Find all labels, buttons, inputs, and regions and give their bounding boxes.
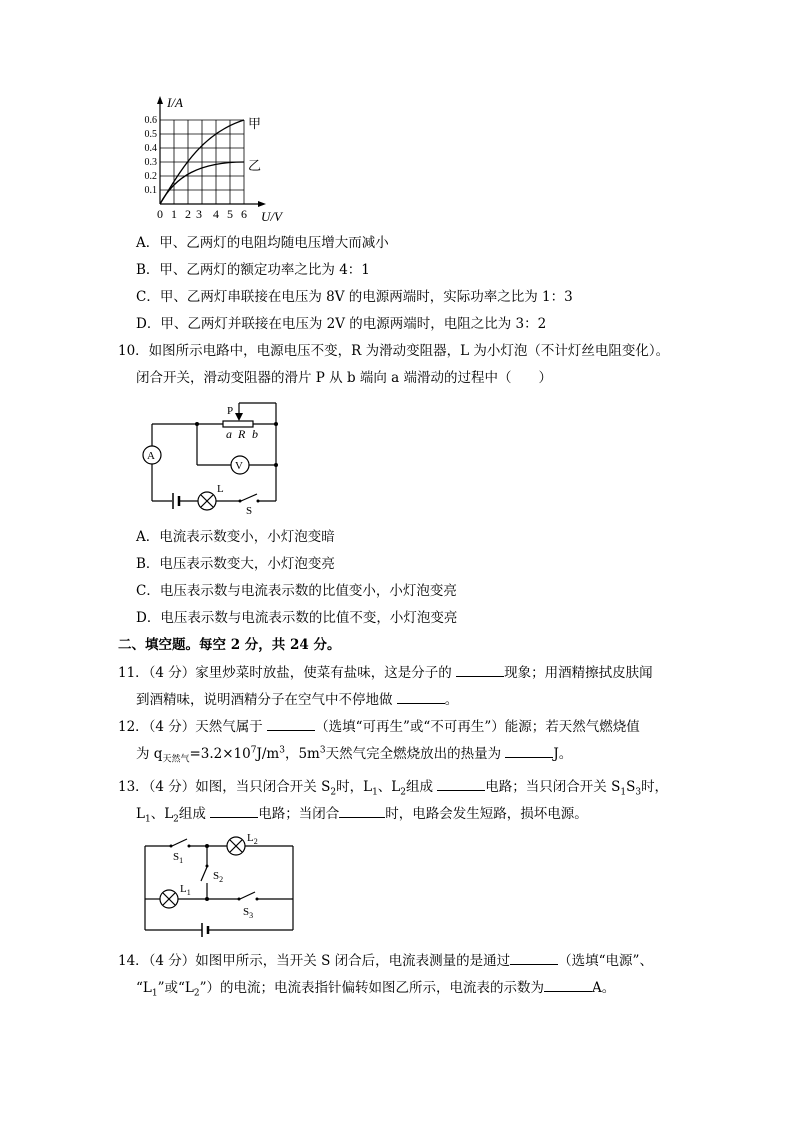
label-s2: $S_2$ bbox=[213, 870, 224, 884]
y-tick: 0.4 bbox=[144, 143, 157, 154]
q11-text: 现象；用酒精擦拭皮肤闻 bbox=[504, 665, 653, 681]
q11-text: 。 bbox=[444, 692, 459, 708]
x-tick-labels bbox=[157, 207, 247, 221]
q10-option-d: D．电压表示数与电流表示数的比值不变，小灯泡变亮 bbox=[136, 610, 458, 626]
q14-sub: 2 bbox=[193, 988, 200, 999]
x-tick: 3 bbox=[196, 207, 202, 221]
q13-text: 组成 bbox=[406, 779, 438, 795]
q14-text: A。 bbox=[592, 980, 616, 996]
q13-text: 组成 bbox=[178, 806, 211, 822]
q13-sub: 1 bbox=[620, 787, 627, 798]
q11-text: 到酒精味，说明酒精分子在空气中不停地做 bbox=[136, 692, 397, 708]
label-ammeter: A bbox=[147, 450, 155, 462]
x-tick: 4 bbox=[213, 207, 219, 221]
q13-blank-2[interactable] bbox=[210, 803, 258, 818]
q9-option-a: A．甲、乙两灯的电阻均随电压增大而减小 bbox=[136, 235, 389, 251]
x-tick: 5 bbox=[227, 207, 233, 221]
iv-graph bbox=[140, 92, 300, 227]
q13-circuit bbox=[135, 829, 300, 944]
switch-s bbox=[241, 494, 257, 501]
q13-text: 时， bbox=[641, 779, 669, 795]
q12-line2 bbox=[136, 743, 572, 764]
q13-sub: 1 bbox=[372, 787, 378, 798]
y-tick: 0.1 bbox=[144, 185, 157, 196]
label-a: a bbox=[226, 427, 232, 441]
q12-sup: 3 bbox=[279, 745, 285, 756]
x-tick: 0 bbox=[157, 207, 163, 221]
q10-option-c: C．电压表示数与电流表示数的比值变小，小灯泡变亮 bbox=[136, 583, 457, 599]
q12-text: 为 q bbox=[136, 746, 163, 762]
q14-line1 bbox=[118, 950, 653, 971]
q14-text: 14．（4 分）如图甲所示，当开关 S 闭合后，电流表测量的是通过 bbox=[118, 953, 511, 969]
q13-line2 bbox=[136, 803, 588, 824]
q13-sub: 3 bbox=[635, 787, 642, 798]
q13-sub: 2 bbox=[330, 787, 337, 798]
label-l1: $L_1$ bbox=[180, 883, 191, 897]
q13-text: S bbox=[626, 779, 636, 795]
q13-text: 电路；当闭合 bbox=[258, 806, 340, 822]
q13-blank-1[interactable] bbox=[437, 776, 485, 791]
q14-text: “L bbox=[136, 980, 152, 996]
q13-text: 电路；当只闭合开关 S bbox=[485, 779, 621, 795]
q11-text: 11．（4 分）家里炒菜时放盐，使菜有盐味，这是分子的 bbox=[118, 665, 457, 681]
q13-sub: 2 bbox=[173, 814, 179, 825]
switch-s1 bbox=[172, 839, 187, 846]
q12-text: 天然气完全燃烧放出的热量为 bbox=[325, 746, 506, 762]
q14-text: ”或“L bbox=[157, 980, 194, 996]
y-tick: 0.6 bbox=[144, 115, 157, 126]
q12-blank-2[interactable] bbox=[505, 743, 553, 758]
q12-sub: 天然气 bbox=[162, 754, 190, 765]
x-tick: 1 bbox=[171, 207, 177, 221]
q13-sub: 1 bbox=[144, 814, 151, 825]
q13-text: L bbox=[136, 806, 145, 822]
q10-stem-line2: 闭合开关，滑动变阻器的滑片 P 从 b 端向 a 端滑动的过程中（ ） bbox=[136, 370, 553, 386]
label-p: P bbox=[227, 405, 234, 417]
q12-blank-1[interactable] bbox=[267, 716, 315, 731]
curve-label-jia: 甲 bbox=[248, 116, 262, 131]
q12-text: J。 bbox=[553, 746, 573, 762]
q12-text: 12．（4 分）天然气属于 bbox=[118, 719, 268, 735]
y-tick: 0.2 bbox=[144, 171, 157, 182]
label-r: R bbox=[238, 427, 246, 441]
x-axis-arrow bbox=[258, 201, 266, 207]
q10-circuit bbox=[135, 398, 295, 516]
curve-label-yi: 乙 bbox=[248, 158, 262, 173]
x-axis-label: U/V bbox=[261, 209, 282, 224]
q14-text: ”）的电流；电流表指针偏转如图乙所示，电流表的示数为 bbox=[199, 980, 545, 996]
q10-option-a: A．电流表示数变小，小灯泡变暗 bbox=[136, 529, 335, 545]
q12-text: ，5m bbox=[284, 746, 320, 762]
q12-sup: 3 bbox=[319, 745, 326, 756]
section2-title: 二、填空题。每空 2 分，共 24 分。 bbox=[118, 637, 341, 653]
q9-option-d: D．甲、乙两灯并联接在电压为 2V 的电源两端时，电阻之比为 3：2 bbox=[136, 316, 547, 332]
y-axis-label: I/A bbox=[167, 95, 183, 110]
label-s3: $S_3$ bbox=[243, 906, 254, 920]
q14-text: （选填“电源”、 bbox=[558, 953, 653, 969]
q11-blank-2[interactable] bbox=[397, 689, 445, 704]
q14-blank-1[interactable] bbox=[510, 950, 558, 965]
q14-sub: 1 bbox=[151, 988, 158, 999]
q12-text: J/m bbox=[256, 746, 280, 762]
q13-text: 时，L bbox=[336, 779, 373, 795]
q10-option-b: B．电压表示数变大，小灯泡变亮 bbox=[136, 556, 335, 572]
q11-line2 bbox=[136, 689, 458, 710]
q13-blank-3[interactable] bbox=[339, 803, 385, 818]
q14-line2 bbox=[136, 977, 615, 998]
q13-sub: 2 bbox=[400, 787, 406, 798]
q13-text: 、L bbox=[377, 779, 401, 795]
label-lamp: L bbox=[217, 483, 224, 495]
label-b: b bbox=[252, 427, 258, 441]
y-axis-arrow bbox=[157, 96, 163, 104]
q10-stem-line1: 10．如图所示电路中，电源电压不变，R 为滑动变阻器，L 为小灯泡（不计灯丝电阻变化）。 bbox=[118, 343, 670, 359]
label-voltmeter: V bbox=[235, 460, 243, 472]
y-tick-labels bbox=[145, 115, 158, 196]
q9-option-c: C．甲、乙两灯串联接在电压为 8V 的电源两端时，实际功率之比为 1：3 bbox=[136, 289, 573, 305]
y-tick: 0.3 bbox=[144, 157, 157, 168]
q14-blank-2[interactable] bbox=[544, 977, 592, 992]
q12-text: （选填“可再生”或“不可再生”）能源；若天然气燃烧值 bbox=[315, 719, 640, 735]
y-tick: 0.5 bbox=[144, 129, 157, 140]
x-tick: 6 bbox=[241, 207, 247, 221]
q13-line1 bbox=[118, 776, 668, 797]
q12-sup: 7 bbox=[250, 745, 257, 756]
q13-text: 13．（4 分）如图，当只闭合开关 S bbox=[118, 779, 331, 795]
q11-line1 bbox=[118, 662, 653, 683]
switch-s2 bbox=[201, 867, 207, 881]
label-s1: $S_1$ bbox=[173, 851, 184, 865]
q13-text: 时，电路会发生短路，损坏电源。 bbox=[385, 806, 588, 822]
q12-line1 bbox=[118, 716, 640, 737]
switch-s3 bbox=[240, 892, 255, 899]
q13-text: 、L bbox=[150, 806, 174, 822]
q12-text: =3.2×10 bbox=[189, 746, 251, 762]
label-switch: S bbox=[246, 505, 253, 516]
q9-option-b: B．甲、乙两灯的额定功率之比为 4：1 bbox=[136, 262, 370, 278]
x-tick: 2 bbox=[185, 207, 191, 221]
label-l2: $L_2$ bbox=[247, 832, 258, 846]
q11-blank-1[interactable] bbox=[456, 662, 504, 677]
slider-arrow bbox=[235, 413, 243, 421]
